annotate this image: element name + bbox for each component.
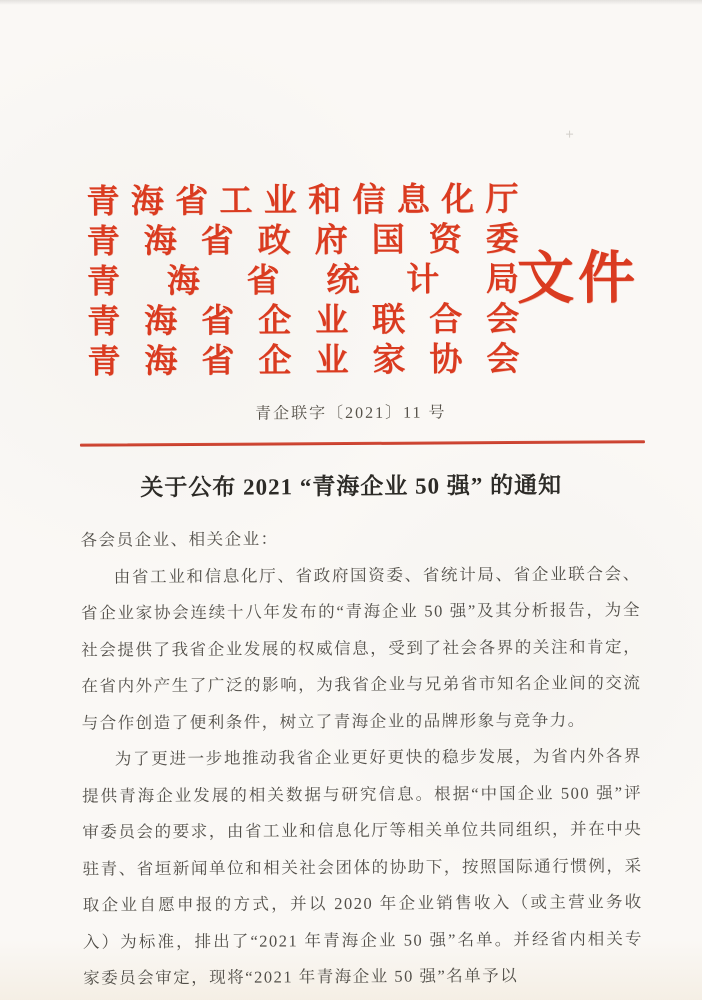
letterhead-org-line-4: 青海省企业联合会 — [87, 301, 520, 341]
letterhead — [86, 180, 519, 383]
letterhead-org-line-5: 青海省企业家协会 — [87, 341, 520, 381]
letterhead-org-line-2: 青海省政府国资委 — [86, 221, 519, 261]
document-title: 关于公布 2021 “青海企业 50 强” 的通知 — [140, 472, 563, 501]
letterhead-org-line-1: 青海省工业和信息化厅 — [86, 181, 519, 221]
document-reference-number: 青企联字〔2021〕11 号 — [255, 404, 447, 423]
letterhead-wenjian-label: 文件 — [516, 247, 640, 311]
scan-registration-mark — [566, 131, 573, 138]
letterhead-org-line-3: 青海省统计局 — [86, 261, 520, 301]
salutation: 各会员企业、相关企业： — [80, 529, 279, 550]
red-divider-line — [80, 440, 645, 446]
document-body — [80, 519, 643, 997]
body-paragraph-1: 由省工业和信息化厅、省政府国资委、省统计局、省企业联合会、省企业家协会连续十八年发布的“青海企业 50 强”及其分析报告，为全社会提供了我省企业发展的权威信息，受到了社会各界的关注和肯定，在省内外产生了广泛的影响，为我省企业与兄弟省市知名企业间的交流与合作创造了便利条件，树立了青海企业的品牌形象与竞争力。 — [80, 563, 642, 733]
body-paragraph-2: 为了更进一步地推动我省企业更好更快的稳步发展，为省内外各界提供青海企业发展的相关数据与研究信息。根据“中国企业 500 强”评审委员会的要求，由省工业和信息化厅等相关单位共同组织，并在中央驻青、省垣新闻单位和相关社会团体的协助下，按照国际通行惯例，采取企业自愿申报的方式，并以 2020 年企业销售收入（或主营业务收入）为标准，排出了“2021 年青海企业 50 强”名单。并经省内相关专家委员会审定，现将“2021 年青海企业 50 强”名单予以 — [82, 746, 644, 988]
